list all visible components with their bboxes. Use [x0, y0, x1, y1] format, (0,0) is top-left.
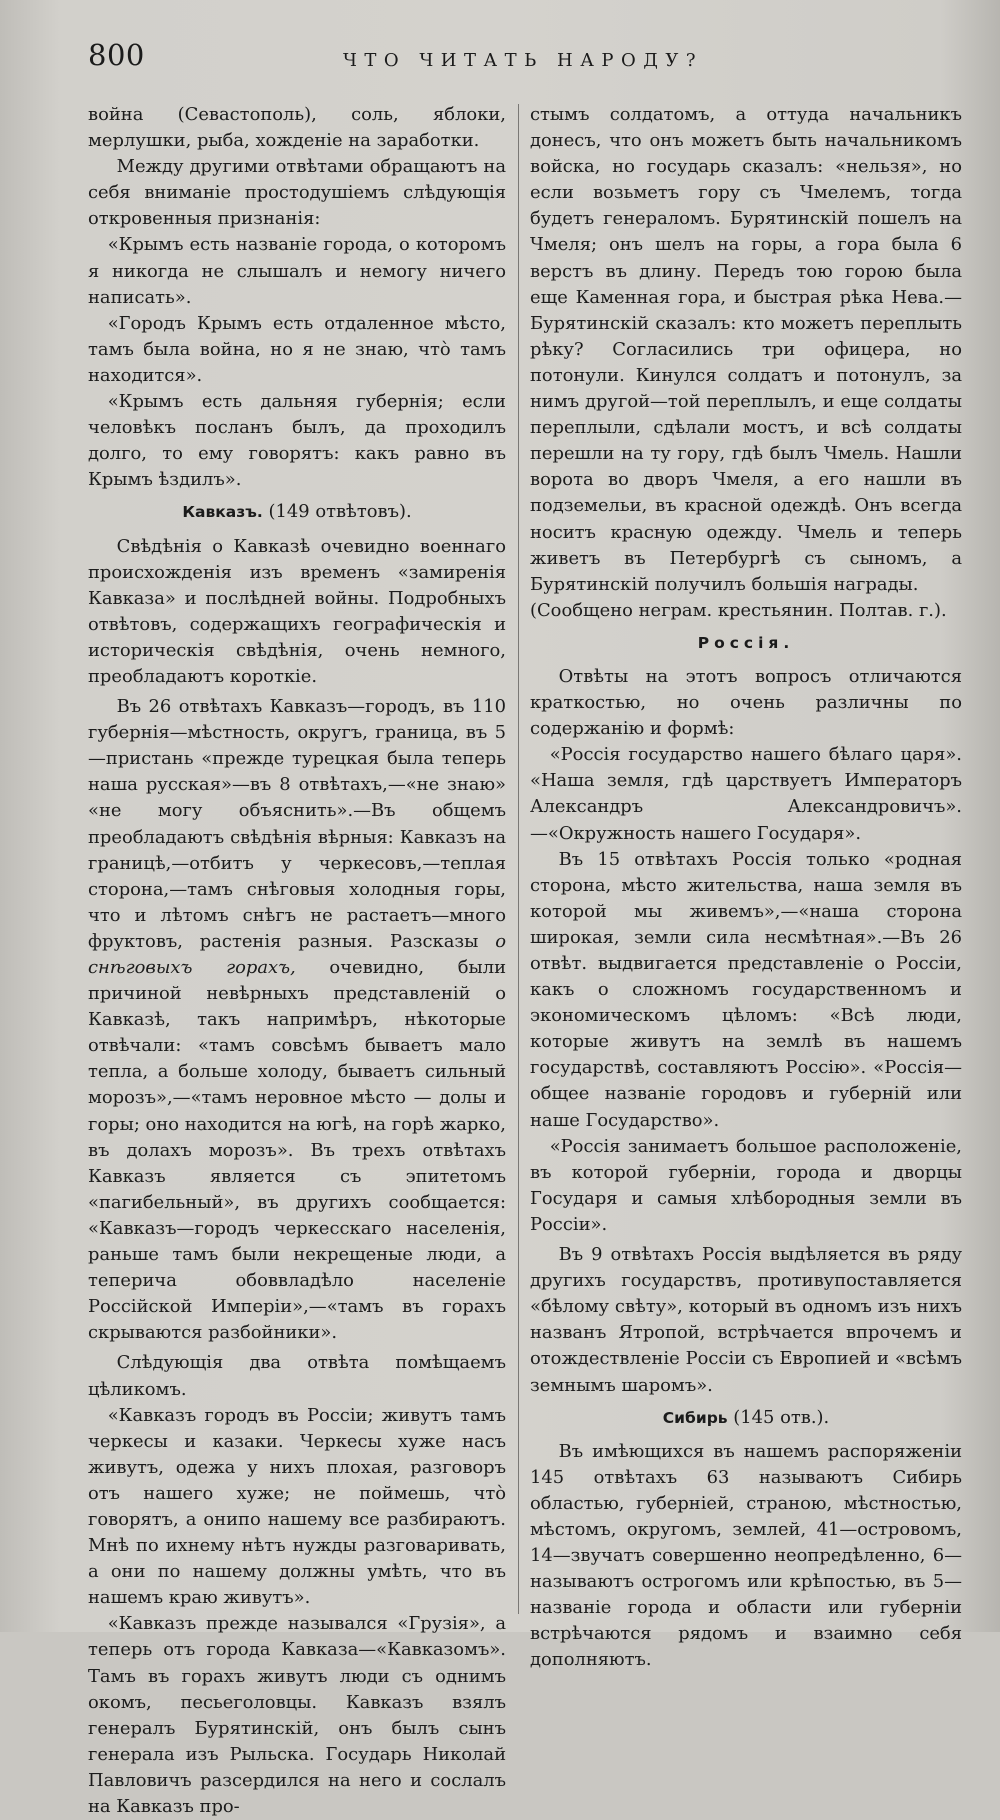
quote-paragraph: «Крымъ есть дальняя губернія; если человѣкъ посланъ былъ, да проходилъ долго, то ему говорятъ: какъ равно въ Крымъ ѣздилъ». [88, 391, 506, 491]
paragraph: Въ 15 отвѣтахъ Россія только «родная сторона, мѣсто жительства, наша земля въ которой мы живемъ»,—«наша сторона широкая, земли сила несмѣтная».—Въ 26 отвѣт. выдвигается представленіе о Россіи, какъ о сложномъ государственномъ и экономическомъ цѣломъ: «Всѣ люди, которые живутъ на землѣ въ нашемъ государствѣ, составляютъ Россію». «Россія—общее названіе городовъ и губерній или наше Государство». [530, 848, 962, 1131]
section-heading-name: Россія. [697, 633, 795, 652]
paragraph: Отвѣты на этотъ вопросъ отличаются краткостью, но очень различны по содержанію и формѣ: [530, 665, 962, 740]
paragraph-text: очевидно, были причиной невѣрныхъ представленій о Кавказѣ, такъ напримѣръ, нѣкоторые отвѣчали: «тамъ совсѣмъ бываетъ мало тепла, а больше холоду, бываетъ сильный морозъ»,—«тамъ неровное мѣсто — долы и горы; оно находится на югѣ, на горѣ жарко, въ долахъ морозъ». Въ трехъ отвѣтахъ Кавказъ является съ эпитетомъ «пагибельный», въ другихъ сообщается: «Кавказъ—городъ черкесскаго населенія, раньше тамъ были некрещеные люди, а теперича обоввладѣло населеніе Россійской Имперіи»,—«тамъ въ горахъ скрываются разбойники». [88, 957, 506, 1344]
section-heading-name: Сибирь [662, 1408, 728, 1427]
quote-paragraph: «Городъ Крымъ есть отдаленное мѣсто, тамъ была война, но я не знаю, что̀ тамъ находится». [88, 312, 506, 386]
paragraph: стымъ солдатомъ, а оттуда начальникъ донесъ, что онъ можетъ быть начальникомъ войска, но государь сказалъ: «нельзя», но если возьметъ гору съ Чмелемъ, тогда будетъ генераломъ. Бурятинскій пошелъ на Чмеля; онъ шелъ на горы, а гора была 6 верстъ въ длину. Передъ тою горою была еще Каменная гора, и быстрая рѣка Нева.— Бурятинскій сказалъ: кто можетъ переплыть рѣку? Согласились три офицера, но потонули. Кинулся солдатъ и потонулъ, за нимъ другой—той переплылъ, и еще солдаты переплыли, сдѣлали мостъ, и всѣ солдаты перешли на ту гору, гдѣ былъ Чмель. Нашли ворота во дворъ Чмеля, а его нашли въ подземельи, въ красной одеждѣ. Онъ всегда носитъ красную одежду. Чмель и теперь живетъ въ Петербургѣ съ сыномъ, а Бурятинскій получилъ большія награды. [530, 104, 962, 595]
running-title: ЧТО ЧИТАТЬ НАРОДУ? [343, 50, 703, 71]
section-heading-name: Кавказъ. [182, 503, 263, 522]
page-number: 800 [88, 38, 145, 72]
paragraph: война (Севастополь), соль, яблоки, мерлушки, рыба, хожденіе на заработки. [88, 104, 506, 152]
right-column [530, 102, 962, 1671]
quote-paragraph: «Россія занимаетъ большое расположеніе, въ которой губерніи, города и дворцы Государя и самыя хлѣбородныя земли въ Россіи». [530, 1135, 962, 1235]
paragraph [88, 694, 506, 1346]
section-heading-count: (149 отвѣтовъ). [268, 501, 412, 523]
quote-paragraph: «Кавказъ прежде назывался «Грузія», а теперь отъ города Кавказа—«Кавказомъ». Тамъ въ горахъ живутъ люди съ однимъ окомъ, песьеголовцы. Кавказъ взялъ генералъ Бурятинскій, онъ былъ сынъ генерала изъ Рыльска. Государь Николай Павловичъ разсердился на него и сослалъ на Кавказъ про- [88, 1613, 506, 1817]
paragraph: Въ 9 отвѣтахъ Россія выдѣляется въ ряду другихъ государствъ, противупоставляется «бѣлому свѣту», который въ одномъ изъ нихъ названъ Ятропой, встрѣчается впрочемъ и отождествленіе Россіи съ Европией и «всѣмъ земнымъ шаромъ». [530, 1244, 962, 1396]
column-divider [518, 104, 519, 1614]
quote-paragraph: «Россія государство нашего бѣлаго царя». «Наша земля, гдѣ царствуетъ Императоръ Александръ Александровичъ».—«Окружность нашего Государя». [530, 744, 962, 844]
paragraph-text: Въ 26 отвѣтахъ Кавказъ—городъ, въ 110 губернія—мѣстность, округъ, граница, въ 5—пристань «прежде турецкая была теперь наша русская»—въ 8 отвѣтахъ,—«не знаю» «не могу объяснить».—Въ общемъ преобладаютъ свѣдѣнія вѣрныя: Кавказъ на границѣ,—отбитъ у черкесовъ,—теплая сторона,—тамъ снѣговыя холодныя горы, что и лѣтомъ снѣгъ не растаетъ—много фруктовъ, растенія разныя. Разсказы [88, 696, 506, 952]
section-heading-siberia [530, 1405, 962, 1431]
section-heading-count: (145 отв.). [733, 1406, 830, 1428]
paragraph: Между другими отвѣтами обращаютъ на себя вниманіе простодушіемъ слѣдующія откровенныя признанія: [88, 156, 506, 230]
paragraph: Свѣдѣнія о Кавказѣ очевидно военнаго происхожденія изъ временъ «замиренія Кавказа» и послѣдней войны. Подробныхъ отвѣтовъ, содержащихъ географическія и историческія свѣдѣнія, очень немного, преобладаютъ короткіе. [88, 535, 506, 687]
paragraph: Слѣдующія два отвѣта помѣщаемъ цѣликомъ. [88, 1352, 506, 1400]
page-header [88, 38, 708, 78]
source-note: (Сообщено неграм. крестьянин. Полтав. г.). [530, 599, 947, 621]
quote-paragraph: «Крымъ есть названіе города, о которомъ я никогда не слышалъ и немогу ничего написать». [88, 234, 506, 308]
italic-phrase: о снѣговыхъ горахъ, [88, 930, 507, 978]
paragraph: Въ имѣющихся въ нашемъ распоряженіи 145 отвѣтахъ 63 называютъ Сибирь областью, губерніей, страною, мѣстностью, мѣстомъ, округомъ, землей, 41—островомъ, 14—звучатъ совершенно неопредѣленно, 6—называютъ острогомъ или крѣпостью, въ 5—названіе города и области или губерніи встрѣчаются рядомъ и взаимно себя дополняютъ. [530, 1440, 962, 1671]
quote-paragraph: «Кавказъ городъ въ Россіи; живутъ тамъ черкесы и казаки. Черкесы хуже насъ живутъ, одежа у нихъ плохая, разговоръ отъ нашего хуже; не поймешь, что̀ говорятъ, а онипо нашему все разбираютъ. Мнѣ по ихнему нѣтъ нужды разговаривать, а они по нашему должны умѣть, что въ нашемъ краю живутъ». [88, 1404, 506, 1609]
section-heading-russia [530, 630, 962, 656]
left-column [88, 102, 507, 1817]
section-heading-caucasus [88, 499, 506, 525]
